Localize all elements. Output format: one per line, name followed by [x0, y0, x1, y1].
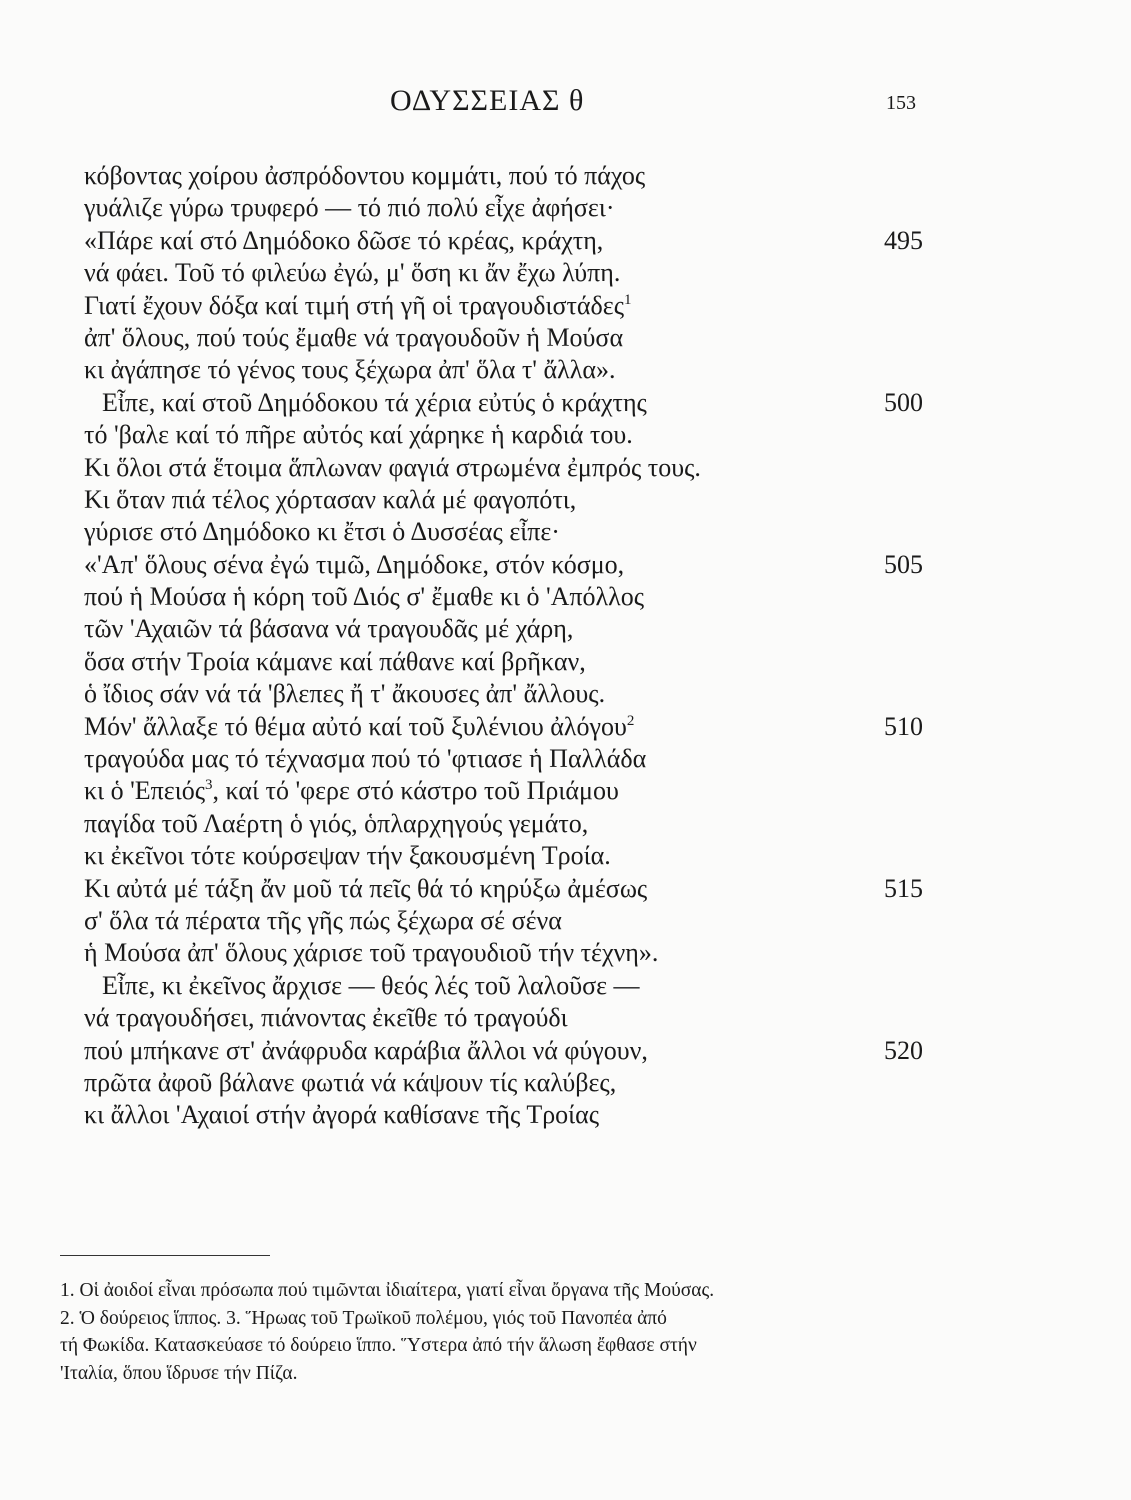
verse-line — [84, 873, 934, 905]
verse-line — [84, 419, 934, 451]
verse-text: κι ὁ 'Επειός$^3$, καί τό 'φερε στό κάστρο τοῦ Πριάμου — [84, 776, 619, 806]
footnote-rule — [60, 1255, 270, 1256]
verse-line — [84, 484, 934, 516]
verse-line — [84, 840, 934, 872]
verse-line — [84, 387, 934, 419]
footnote-line: τή Φωκίδα. Κατασκεύασε τό δούρειο ἵππο. Ὕστερα ἀπό τήν ἅλωση ἔφθασε στήν — [60, 1335, 697, 1356]
footnote-marker: 2 — [626, 712, 635, 729]
line-number: 505 — [884, 549, 923, 579]
verse-text: γυάλιζε γύρω τρυφερό — τό πιό πολύ εἶχε ἀφήσει· — [84, 193, 615, 223]
running-title: ΟΔΥΣΣΕΙΑΣ θ — [390, 84, 585, 117]
verse-text: Εἶπε, κι ἐκεῖνος ἄρχισε — θεός λές τοῦ λαλοῦσε — — [102, 970, 640, 1000]
verse-line — [84, 549, 934, 581]
page-header — [0, 84, 1131, 130]
footnote-line: 'Ιταλία, ὅπου ἵδρυσε τήν Πίζα. — [60, 1362, 298, 1384]
verse-line — [84, 1002, 934, 1034]
verse-line — [84, 970, 934, 1002]
verse-line — [84, 290, 934, 322]
verse-text: κόβοντας χοίρου ἀσπρόδοντου κομμάτι, πού τό πάχος — [84, 161, 646, 190]
verse-text: τό 'βαλε καί τό πῆρε αὐτός καί χάρηκε ἡ καρδιά του. — [84, 420, 633, 450]
footnote-line: 1. Οἱ ἀοιδοί εἶναι πρόσωπα πού τιμῶνται ἰδιαίτερα, γιατί εἶναι ὄργανα τῆς Μούσας. — [60, 1280, 715, 1301]
verse-text: ὁ ἴδιος σάν νά τά 'βλεπες ἤ τ' ἄκουσες ἀπ' ἄλλους. — [84, 679, 606, 709]
verse-text: νά τραγουδήσει, πιάνοντας ἐκεῖθε τό τραγούδι — [84, 1003, 568, 1033]
verse-line — [84, 678, 934, 710]
verse-text: γύρισε στό Δημόδοκο κι ἔτσι ὁ Δυσσέας εἶπε· — [84, 517, 560, 547]
verse-text: σ' ὅλα τά πέρατα τῆς γῆς πώς ξέχωρα σέ σένα — [84, 905, 562, 935]
verse-text: τῶν 'Αχαιῶν τά βάσανα νά τραγουδᾶς μέ χάρη, — [84, 614, 574, 644]
verse-text: Εἶπε, καί στοῦ Δημόδοκου τά χέρια εὐτύς ὁ κράχτης — [102, 387, 647, 417]
verse-text: τραγούδα μας τό τέχνασμα πού τό 'φτιασε ἡ Παλλάδα — [84, 744, 647, 774]
verse-line — [84, 1035, 934, 1067]
verse-line — [84, 905, 934, 937]
verse-line — [84, 743, 934, 775]
footnote-marker: 1 — [624, 291, 632, 308]
verse-text: Μόν' ἄλλαξε τό θέμα αὐτό καί τοῦ ξυλένιου ἀλόγου$^2$ — [84, 711, 635, 741]
verse-line — [84, 354, 934, 386]
verse-text: ἡ Μούσα ἀπ' ὅλους χάρισε τοῦ τραγουδιοῦ τήν τέχνη». — [84, 938, 659, 968]
footnote-line: 2. Ὁ δούρειος ἵππος. 3. Ἥρωας τοῦ Τρωϊκοῦ πολέμου, γιός τοῦ Πανοπέα ἀπό — [60, 1307, 667, 1329]
verse-text: πρῶτα ἀφοῦ βάλανε φωτιά νά κάψουν τίς καλύβες, — [84, 1067, 617, 1097]
verse-line — [84, 192, 934, 224]
verse-text: νά φάει. Τοῦ τό φιλεύω ἐγώ, μ' ὅση κι ἄν ἔχω λύπη. — [84, 258, 621, 288]
verse-text: «Πάρε καί στό Δημόδοκο δῶσε τό κρέας, κράχτη, — [84, 225, 604, 255]
verse-text: Κι ὅλοι στά ἕτοιμα ἅπλωναν φαγιά στρωμένα ἐμπρός τους. — [84, 452, 701, 482]
line-number: 515 — [884, 873, 923, 903]
verse-text: Κι αὐτά μέ τάξη ἄν μοῦ τά πεῖς θά τό κηρύξω ἀμέσως — [84, 873, 648, 903]
verse-line — [84, 581, 934, 613]
verse-line — [84, 452, 934, 484]
verse-line — [84, 1067, 934, 1099]
footnote-marker: 3 — [205, 777, 213, 794]
verse-line — [84, 322, 934, 354]
page-number: 153 — [886, 92, 916, 114]
verse-line — [84, 160, 934, 192]
verse-text: κι ἀγάπησε τό γένος τους ξέχωρα ἀπ' ὅλα τ' ἄλλα». — [84, 355, 616, 385]
line-number: 520 — [884, 1035, 923, 1065]
verse-line — [84, 711, 934, 743]
verse-line — [84, 775, 934, 807]
verse-line — [84, 937, 934, 969]
verse-line — [84, 516, 934, 548]
verse-text: Γιατί ἔχουν δόξα καί τιμή στή γῆ οἱ τραγουδιστάδες$^1$ — [84, 290, 632, 320]
verse-text: κι ἄλλοι 'Αχαιοί στήν ἀγορά καθίσανε τῆς Τροίας — [84, 1100, 600, 1130]
verse-text: πού μπήκανε στ' ἀνάφρυδα καράβια ἄλλοι νά φύγουν, — [84, 1035, 648, 1065]
verse-text: κι ἐκεῖνοι τότε κούρσεψαν τήν ξακουσμένη Τροία. — [84, 841, 611, 871]
line-number: 495 — [884, 225, 923, 255]
verse-line — [84, 646, 934, 678]
footnotes — [60, 1277, 940, 1387]
verse-line — [84, 808, 934, 840]
verse-line — [84, 1099, 934, 1131]
verse-text: πού ἡ Μούσα ἡ κόρη τοῦ Διός σ' ἔμαθε κι ὁ 'Απόλλος — [84, 582, 645, 612]
verse-line — [84, 225, 934, 257]
verse-text: Κι ὅταν πιά τέλος χόρτασαν καλά μέ φαγοπότι, — [84, 484, 577, 514]
verse-block — [84, 160, 934, 1132]
verse-text: ὅσα στήν Τροία κάμανε καί πάθανε καί βρῆκαν, — [84, 646, 586, 676]
line-number: 500 — [884, 387, 923, 417]
verse-text: παγίδα τοῦ Λαέρτη ὁ γιός, ὁπλαρχηγούς γεμάτο, — [84, 808, 589, 838]
verse-text: «'Απ' ὅλους σένα ἐγώ τιμῶ, Δημόδοκε, στόν κόσμο, — [84, 549, 625, 579]
verse-text: ἀπ' ὅλους, πού τούς ἔμαθε νά τραγουδοῦν ἡ Μούσα — [84, 322, 624, 352]
line-number: 510 — [884, 711, 923, 741]
verse-line — [84, 613, 934, 645]
verse-line — [84, 257, 934, 289]
